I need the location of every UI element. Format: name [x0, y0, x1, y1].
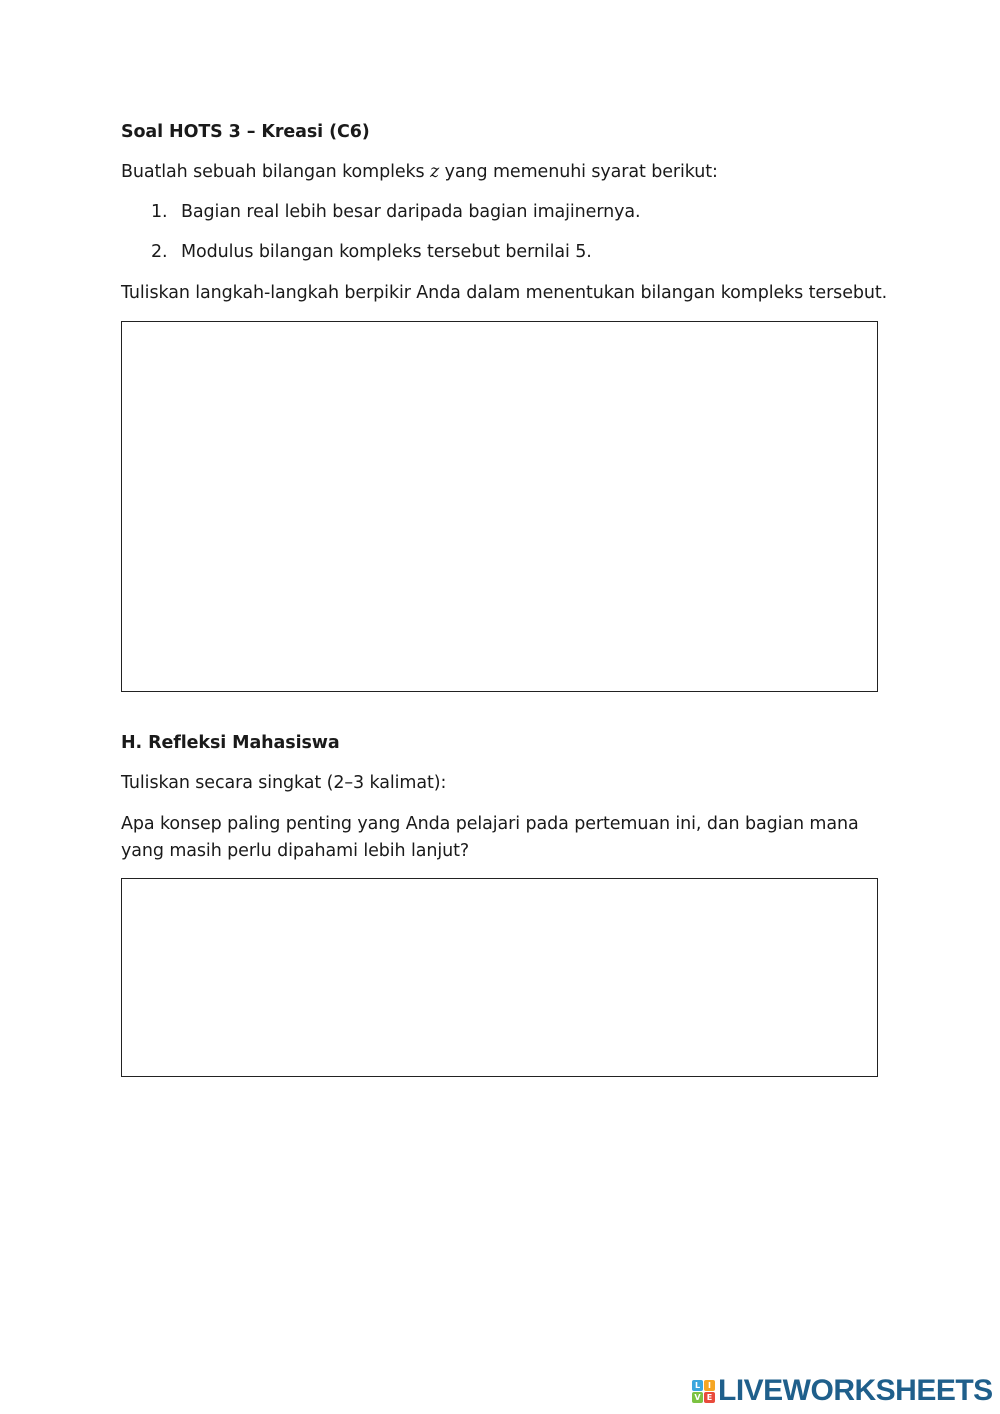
hots3-answer-box[interactable] — [121, 321, 878, 692]
logo-cell: I — [704, 1380, 715, 1391]
hots3-intro — [121, 159, 718, 186]
reflection-heading: H. Refleksi Mahasiswa — [121, 733, 340, 753]
logo-cell: V — [692, 1392, 703, 1403]
condition-text: Bagian real lebih besar daripada bagian imajinernya. — [181, 202, 641, 222]
liveworksheets-logo — [692, 1374, 993, 1408]
condition-text: Modulus bilangan kompleks tersebut bernilai 5. — [181, 242, 592, 262]
complex-variable-z: z — [430, 162, 440, 182]
logo-cell: E — [704, 1392, 715, 1403]
hots3-intro-after: yang memenuhi syarat berikut: — [439, 162, 718, 182]
hots3-intro-before: Buatlah sebuah bilangan kompleks — [121, 162, 431, 182]
condition-number: 2. — [151, 242, 168, 262]
hots3-instruction: Tuliskan langkah-langkah berpikir Anda dalam menentukan bilangan kompleks tersebut. — [121, 283, 888, 303]
condition-number: 1. — [151, 202, 168, 222]
reflection-answer-box[interactable] — [121, 878, 878, 1077]
reflection-question: Apa konsep paling penting yang Anda pelajari pada pertemuan ini, dan bagian mana yang masih perlu dipahami lebih lanjut? — [121, 814, 859, 861]
logo-text: LIVEWORKSHEETS — [718, 1374, 993, 1407]
reflection-instruction: Tuliskan secara singkat (2–3 kalimat): — [121, 773, 447, 793]
logo-grid-icon — [692, 1380, 715, 1403]
hots3-heading: Soal HOTS 3 – Kreasi (C6) — [121, 122, 370, 142]
condition-item — [151, 199, 640, 226]
logo-cell: L — [692, 1380, 703, 1391]
condition-item — [151, 239, 592, 266]
